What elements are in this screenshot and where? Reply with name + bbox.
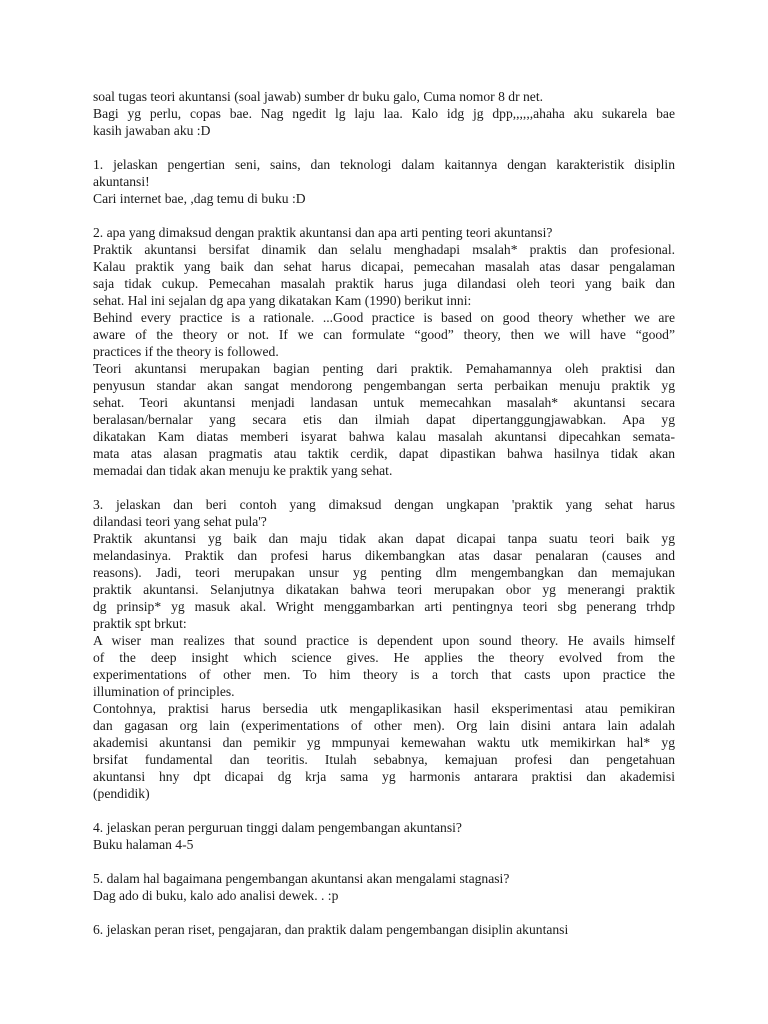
question-text: 2. apa yang dimaksud dengan praktik akuntansi dan apa arti penting teori akuntansi? bbox=[93, 225, 553, 240]
answer-text: brsifat fundamental dan teoritis. Itulah sebabnya, kemajuan profesi dan pengetahuan bbox=[93, 752, 675, 767]
answer-text: Buku halaman 4-5 bbox=[93, 837, 194, 852]
question-text: akuntansi! bbox=[93, 174, 150, 189]
question-2 bbox=[93, 224, 675, 479]
quote-text: illumination of principles. bbox=[93, 684, 235, 699]
question-5 bbox=[93, 870, 675, 904]
answer-text: Praktik akuntansi bersifat dinamik dan selalu menghadapi msalah* praktis dan profesional. bbox=[93, 242, 675, 257]
question-text: 6. jelaskan peran riset, pengajaran, dan praktik dalam pengembangan disiplin akuntansi bbox=[93, 922, 569, 937]
quote-text: practices if the theory is followed. bbox=[93, 344, 279, 359]
text-line: Bagi yg perlu, copas bae. Nag ngedit lg laju laa. Kalo idg jg dpp,,,,,,ahaha aku sukarela bae bbox=[93, 106, 675, 121]
question-4 bbox=[93, 819, 675, 853]
answer-text: dan gagasan org lain (experimentations of other men). Org lain disini antara lain adalah bbox=[93, 718, 675, 733]
question-text: 4. jelaskan peran perguruan tinggi dalam pengembangan akuntansi? bbox=[93, 820, 462, 835]
answer-text: Teori akuntansi merupakan bagian penting dari praktik. Pemahamannya oleh praktisi dan bbox=[93, 361, 675, 376]
question-text: 1. jelaskan pengertian seni, sains, dan teknologi dalam kaitannya dengan karakteristik disiplin bbox=[93, 157, 675, 172]
answer-text: akuntansi hny dpt dicapai dg krja sama yg harmonis antarara praktisi dan akademisi bbox=[93, 769, 675, 784]
answer-text: dg prinsip* yg masuk akal. Wright menggambarkan arti pentingnya teori sbg penerang trhdp bbox=[93, 599, 675, 614]
text-line: soal tugas teori akuntansi (soal jawab) sumber dr buku galo, Cuma nomor 8 dr net. bbox=[93, 89, 544, 104]
answer-text: Contohnya, praktisi harus bersedia utk mengaplikasikan hasil eksperimentasi atau pemikiran bbox=[93, 701, 675, 716]
text-line: kasih jawaban aku :D bbox=[93, 123, 211, 138]
answer-text: Cari internet bae, ,dag temu di buku :D bbox=[93, 191, 306, 206]
answer-text: penyusun standar akan sangat mendorong pengembangan serta perbaikan menuju praktik yg bbox=[93, 378, 675, 393]
answer-text: memadai dan tidak akan menuju ke praktik yang sehat. bbox=[93, 463, 393, 478]
answer-text: saja tidak cukup. Pemecahan masalah praktik harus juga dilandasi oleh teori yang baik dan bbox=[93, 276, 675, 291]
answer-text: praktik spt brkut: bbox=[93, 616, 187, 631]
document-page bbox=[93, 88, 675, 955]
intro-paragraph bbox=[93, 88, 675, 139]
answer-text: dikatakan Kam diatas memberi isyarat bahwa kalau masalah akuntansi dipecahkan semata- bbox=[93, 429, 675, 444]
quote-text: of the deep insight which science gives. He applies the theory evolved from the bbox=[93, 650, 675, 665]
answer-text: praktik akuntansi. Selanjutnya dikatakan bahwa teori merupakan obor yg menerangi praktik bbox=[93, 582, 675, 597]
answer-text: sehat. Hal ini sejalan dg apa yang dikatakan Kam (1990) berikut inni: bbox=[93, 293, 472, 308]
question-1 bbox=[93, 156, 675, 207]
question-text: 5. dalam hal bagaimana pengembangan akuntansi akan mengalami stagnasi? bbox=[93, 871, 510, 886]
answer-text: akademisi akuntansi dan pemikir yg mmpunyai kemewahan waktu utk memikirkan hal* yg bbox=[93, 735, 675, 750]
quote-text: A wiser man realizes that sound practice is dependent upon sound theory. He avails himself bbox=[93, 633, 675, 648]
question-text: dilandasi teori yang sehat pula'? bbox=[93, 514, 267, 529]
question-6 bbox=[93, 921, 675, 938]
quote-text: Behind every practice is a rationale. ...Good practice is based on good theory whether we are bbox=[93, 310, 675, 325]
quote-text: experimentations of other men. To him theory is a torch that casts upon practice the bbox=[93, 667, 675, 682]
question-text: 3. jelaskan dan beri contoh yang dimaksud dengan ungkapan 'praktik yang sehat harus bbox=[93, 497, 675, 512]
question-3 bbox=[93, 496, 675, 802]
answer-text: beralasan/bernalar yang secara etis dan ilmiah dapat dipertanggungjawabkan. Apa yg bbox=[93, 412, 675, 427]
quote-text: aware of the theory or not. If we can formulate “good” theory, then we will have “good” bbox=[93, 327, 675, 342]
answer-text: mata atas alasan pragmatis atau taktik cerdik, dapat dipastikan bahwa hasilnya tidak akan bbox=[93, 446, 675, 461]
answer-text: sehat. Teori akuntansi menjadi landasan untuk memecahkan masalah* akuntansi secara bbox=[93, 395, 675, 410]
answer-text: reasons). Jadi, teori merupakan unsur yg penting dlm mengembangkan dan memajukan bbox=[93, 565, 675, 580]
answer-text: Kalau praktik yang baik dan sehat harus dicapai, pemecahan masalah atas dasar pengalaman bbox=[93, 259, 675, 274]
answer-text: (pendidik) bbox=[93, 786, 150, 801]
answer-text: melandasinya. Praktik dan profesi harus dikembangkan atas dasar penalaran (causes and bbox=[93, 548, 675, 563]
answer-text: Praktik akuntansi yg baik dan maju tidak akan dapat dicapai tanpa suatu teori baik yg bbox=[93, 531, 675, 546]
answer-text: Dag ado di buku, kalo ado analisi dewek. . :p bbox=[93, 888, 339, 903]
